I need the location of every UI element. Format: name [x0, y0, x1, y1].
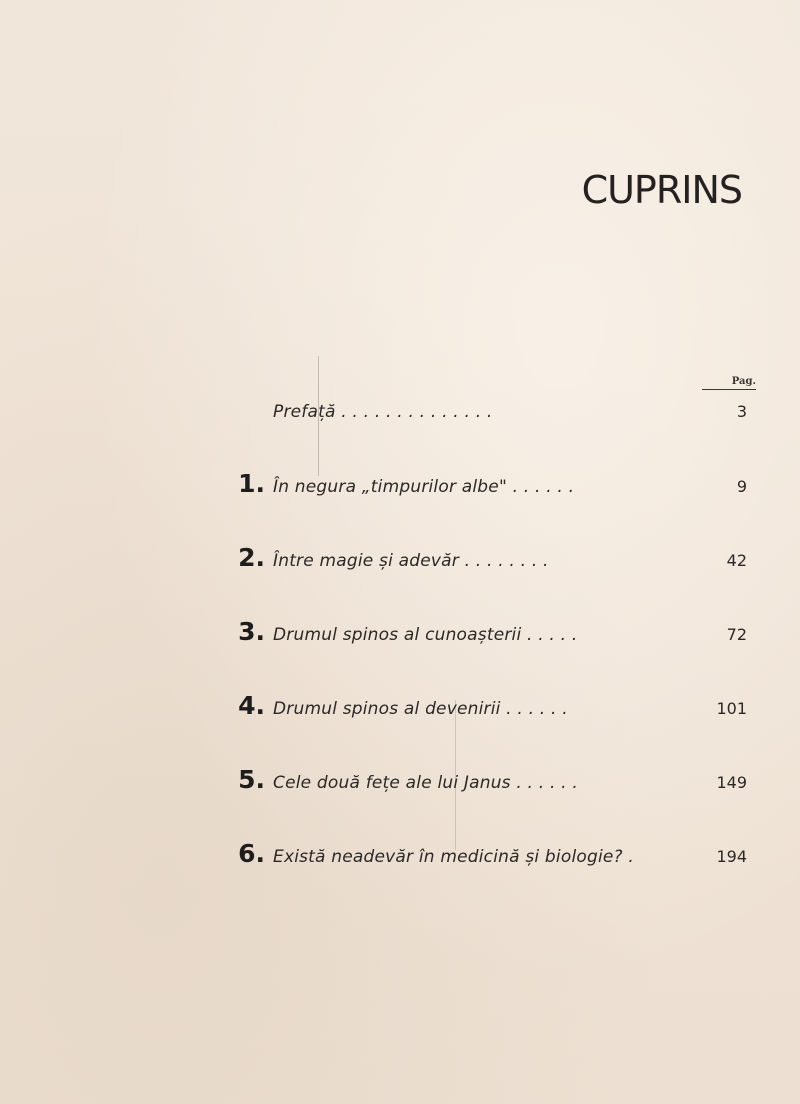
toc-leader-dots: . . . . . .: [510, 773, 578, 793]
toc-entry-page: 9: [736, 477, 747, 496]
toc-leader-dots: . . . . . . . . . . . . . .: [335, 402, 493, 422]
toc-entry-number: 6.: [238, 839, 265, 868]
toc-entry-chapter-2: [215, 543, 747, 581]
toc-entry-chapter-4: [215, 691, 747, 729]
toc-entry-page: 149: [716, 773, 747, 792]
toc-leader-dots: . . . . .: [521, 625, 578, 645]
toc-leader-dots: . . . . . .: [506, 477, 575, 497]
toc-entry-title: Cele două fețe ale lui Janus . . . . . .: [273, 773, 578, 793]
toc-entry-title: Între magie și adevăr . . . . . . . .: [273, 551, 549, 571]
toc-entry-page: 42: [726, 551, 747, 570]
toc-leader-dots: . . . . . . . .: [458, 551, 549, 571]
toc-entry-number: 2.: [238, 543, 265, 572]
toc-entry-title: În negura „timpurilor albe" . . . . . .: [273, 477, 575, 497]
toc-entry-title: Drumul spinos al cunoașterii . . . . .: [273, 625, 578, 645]
toc-entry-title: Prefață . . . . . . . . . . . . . .: [273, 402, 493, 422]
page-column-rule: [702, 389, 756, 390]
toc-entry-number: 5.: [238, 765, 265, 794]
toc-leader-dots: .: [622, 847, 634, 867]
toc-entry-chapter-1: [215, 469, 747, 507]
toc-entry-chapter-6: [215, 839, 747, 877]
toc-entry-number: 4.: [238, 691, 265, 720]
page-title: CUPRINS: [581, 168, 742, 212]
toc-leader-dots: . . . . . .: [500, 699, 568, 719]
toc-entry-title: Există neadevăr în medicină și biologie? .: [273, 847, 634, 867]
toc-entry-chapter-5: [215, 765, 747, 803]
toc-entry-preface: [215, 402, 747, 432]
page-column-header: Pag.: [731, 376, 756, 387]
toc-entry-chapter-3: [215, 617, 747, 655]
toc-entry-title: Drumul spinos al devenirii . . . . . .: [273, 699, 568, 719]
toc-entry-number: 3.: [238, 617, 265, 646]
toc-entry-page: 3: [736, 402, 747, 421]
toc-entry-page: 72: [726, 625, 747, 644]
toc-entry-page: 101: [716, 699, 747, 718]
toc-entry-page: 194: [716, 847, 747, 866]
toc-entry-number: 1.: [238, 469, 265, 498]
